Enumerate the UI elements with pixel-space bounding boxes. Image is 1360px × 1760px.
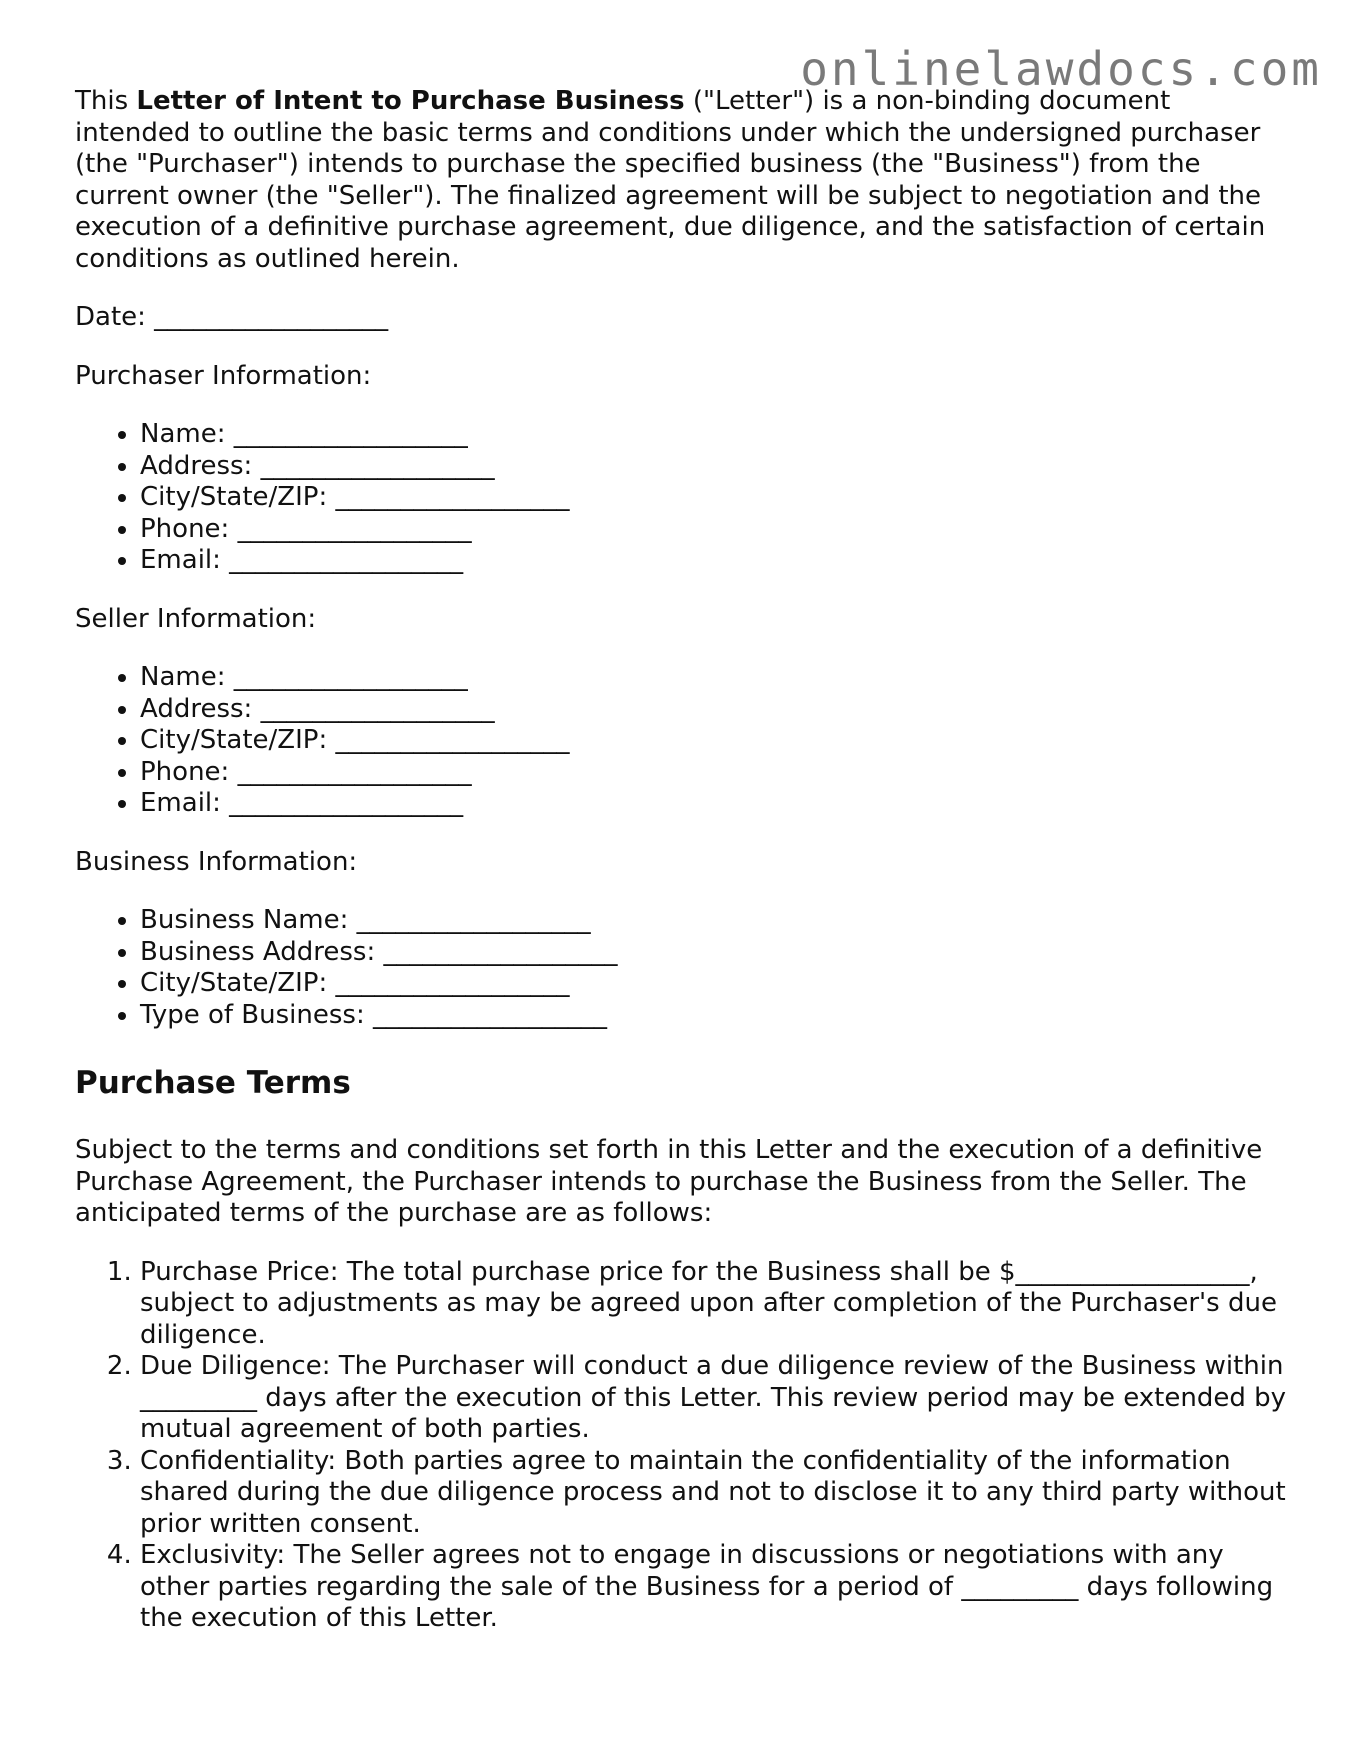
business-address-field: • Business Address: __________________ (140, 937, 1290, 969)
document-body (75, 86, 1290, 1635)
seller-info-label: Seller Information: (75, 603, 317, 634)
business-city-state-zip-field: • City/State/ZIP: __________________ (140, 968, 1290, 1000)
business-name-field: • Business Name: __________________ (140, 905, 1290, 937)
term-due-diligence: 2. Due Diligence: The Purchaser will conduct a due diligence review of the Business within _________ days after the execution of this Letter. This review period may be extended by mutual agreement of both parties. (140, 1351, 1290, 1446)
purchaser-info-list (75, 419, 1290, 577)
date-field: Date: __________________ (75, 302, 389, 332)
purchase-terms-intro: Subject to the terms and conditions set forth in this Letter and the execution of a definitive Purchase Agreement, the Purchaser intends to purchase the Business from the Seller. The anticipated terms of the purchase are as follows: (75, 1135, 1263, 1228)
seller-info-list (75, 662, 1290, 820)
purchase-terms-heading: Purchase Terms (75, 1065, 351, 1101)
intro-paragraph (75, 86, 1290, 275)
term-purchase-price: 1. Purchase Price: The total purchase price for the Business shall be $__________________, subject to adjustments as may be agreed upon after completion of the Purchaser's due diligence. (140, 1257, 1290, 1352)
document-title: Letter of Intent to Purchase Business (136, 86, 685, 116)
purchaser-phone-field: • Phone: __________________ (140, 514, 1290, 546)
intro-prefix: This (75, 86, 137, 116)
business-type-field: • Type of Business: __________________ (140, 1000, 1290, 1032)
business-info-label: Business Information: (75, 846, 358, 877)
business-info-list (75, 905, 1290, 1031)
seller-phone-field: • Phone: __________________ (140, 757, 1290, 789)
purchaser-name-field: • Name: __________________ (140, 419, 1290, 451)
purchaser-email-field: • Email: __________________ (140, 545, 1290, 577)
term-confidentiality: 3. Confidentiality: Both parties agree to maintain the confidentiality of the information shared during the due diligence process and not to disclose it to any third party without prior written consent. (140, 1446, 1290, 1541)
intro-text: ("Letter") is a non-binding document intended to outline the basic terms and conditions under which the undersigned purchaser (the "Purchaser") intends to purchase the specified business (the "Business") from the current owner (the "Seller"). The finalized agreement will be subject to negotiation and the execution of a definitive purchase agreement, due diligence, and the satisfaction of certain conditions as outlined herein. (75, 86, 1266, 274)
seller-address-field: • Address: __________________ (140, 694, 1290, 726)
seller-email-field: • Email: __________________ (140, 788, 1290, 820)
purchaser-info-label: Purchaser Information: (75, 360, 372, 391)
purchaser-city-state-zip-field: • City/State/ZIP: __________________ (140, 482, 1290, 514)
purchaser-address-field: • Address: __________________ (140, 451, 1290, 483)
seller-city-state-zip-field: • City/State/ZIP: __________________ (140, 725, 1290, 757)
term-exclusivity: 4. Exclusivity: The Seller agrees not to engage in discussions or negotiations with any other parties regarding the sale of the Business for a period of _________ days following the execution of this Letter. (140, 1540, 1290, 1635)
watermark: onlinelawdocs.com (800, 42, 1322, 96)
seller-name-field: • Name: __________________ (140, 662, 1290, 694)
purchase-terms-list (75, 1257, 1290, 1635)
